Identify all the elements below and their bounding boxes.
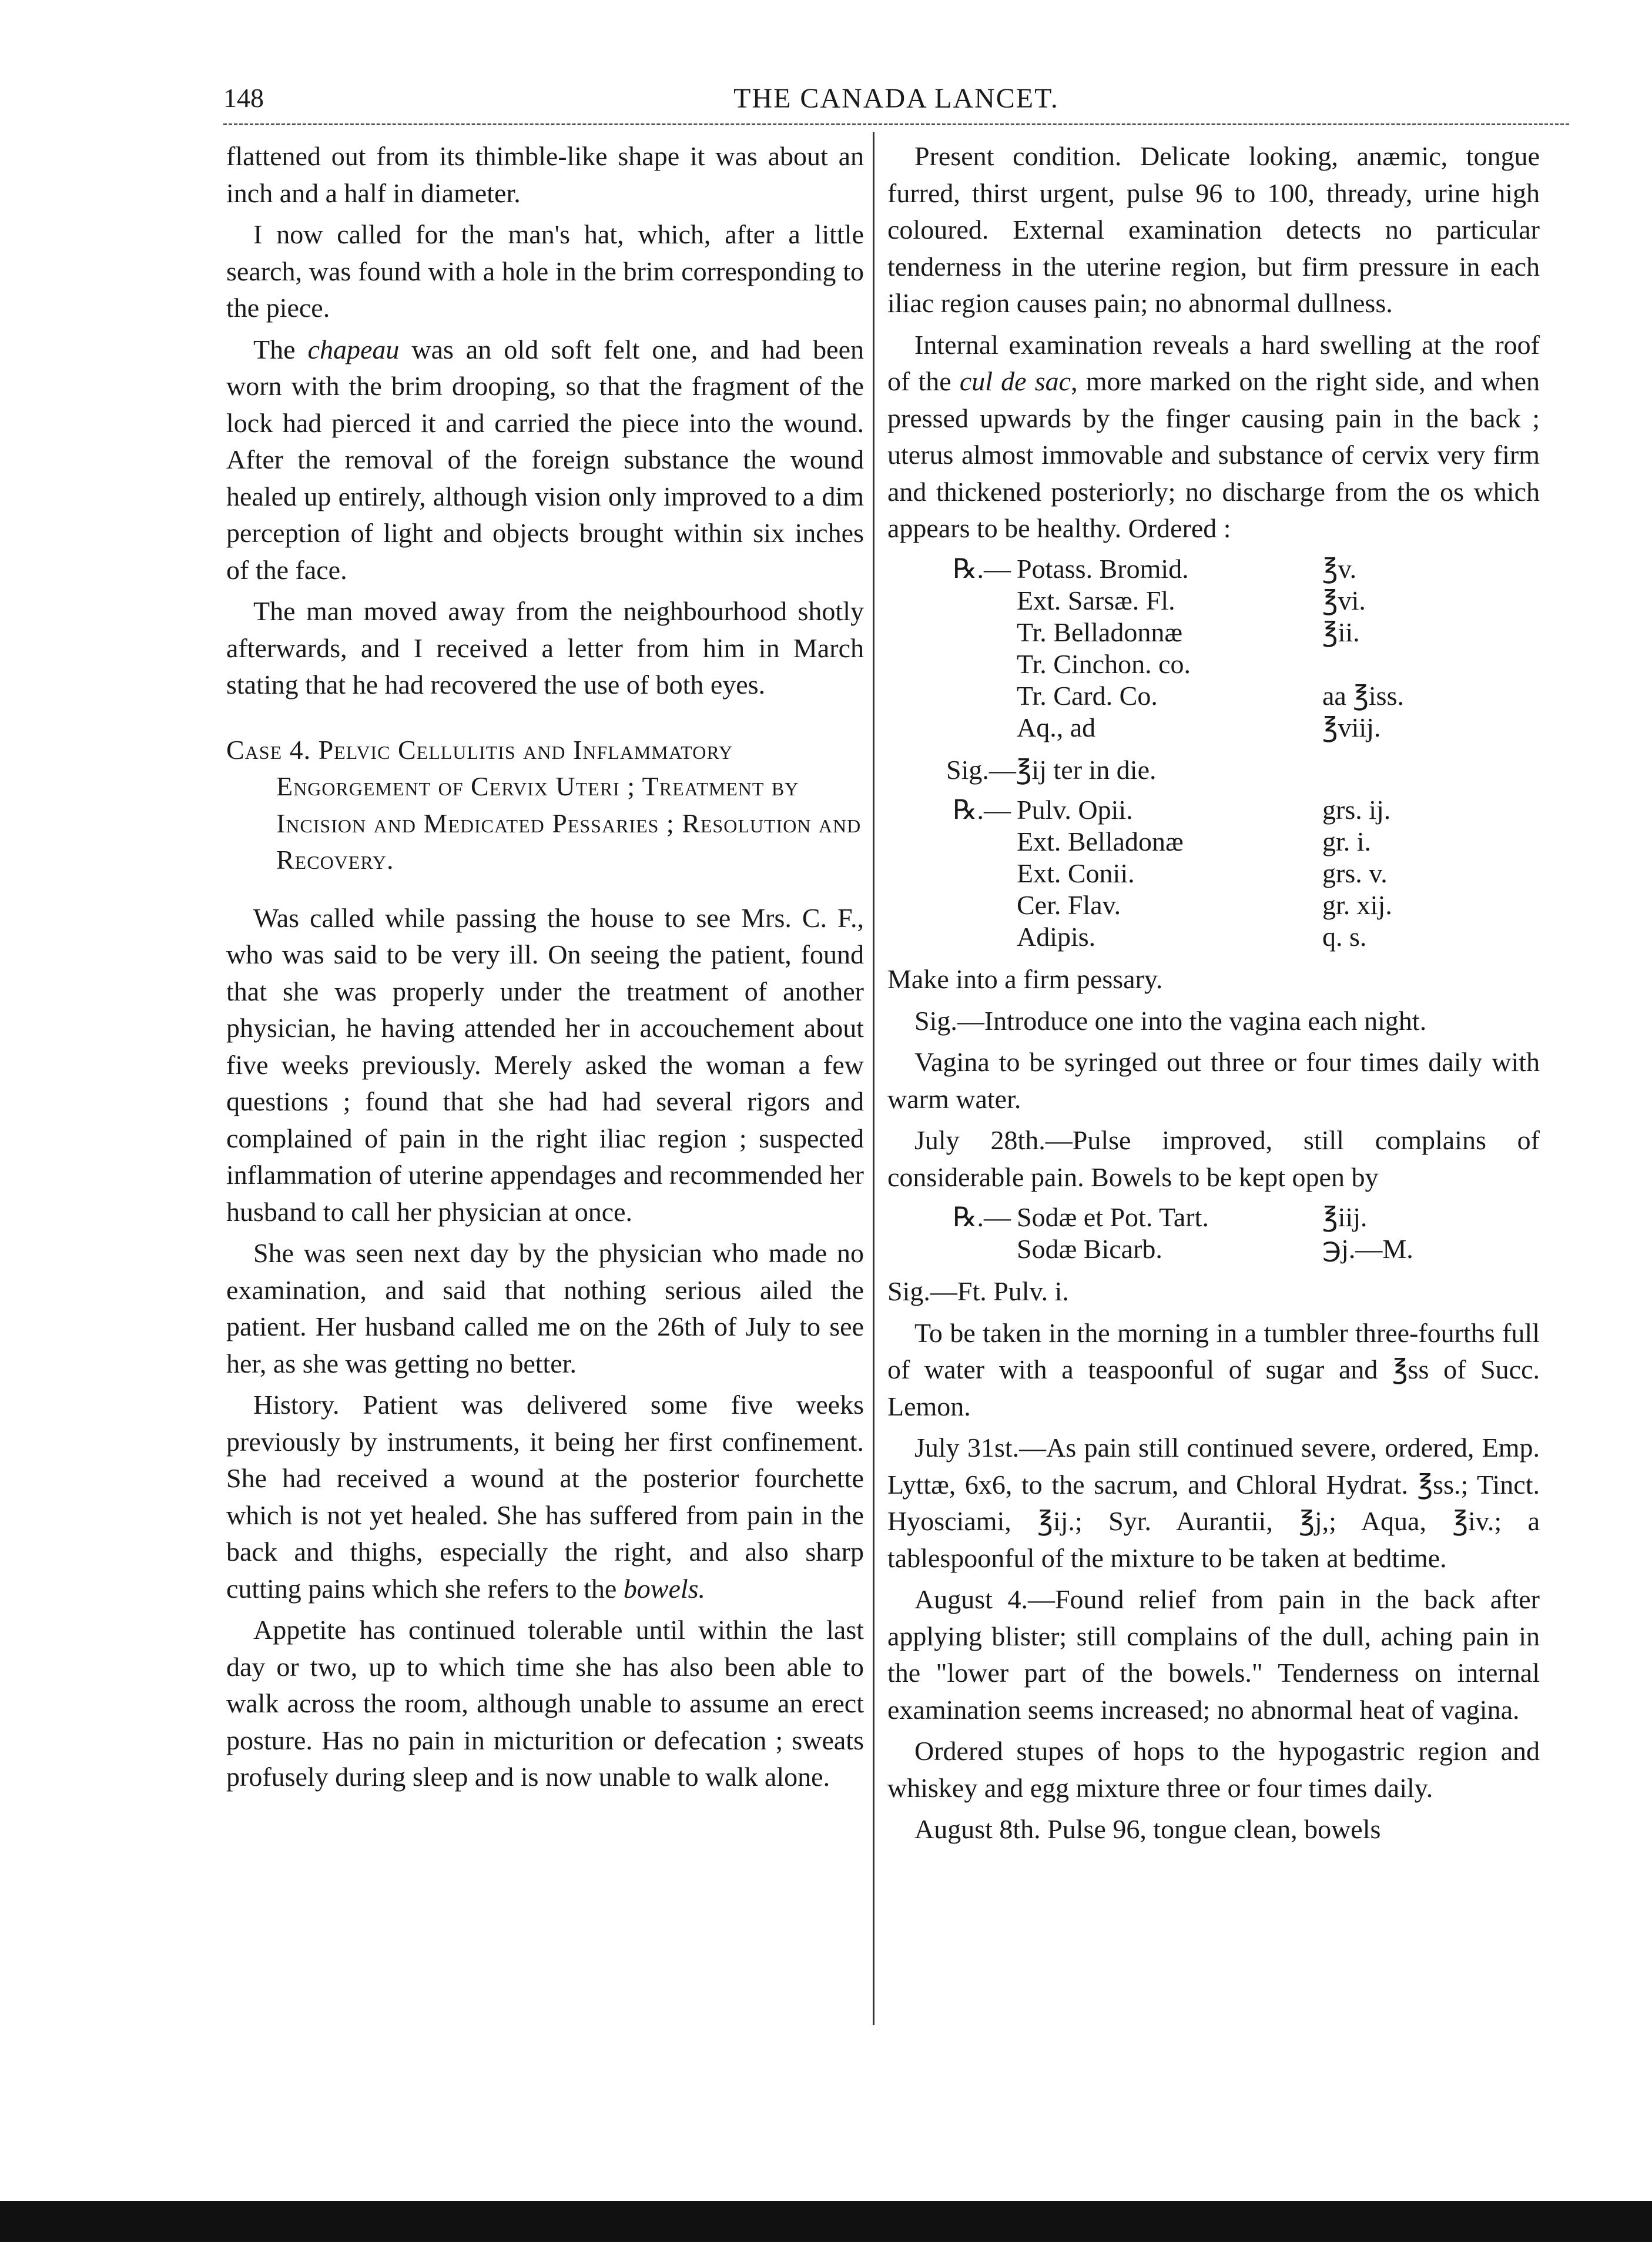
signa: Sig.—℥ij ter in die. bbox=[946, 754, 1157, 785]
text-run: was an old soft felt one, and had been worn with the brim drooping, so that the fragment of the lock had pierced it and carried the piece into the wound. After the removal of the foreign substance the wound healed up entirely, although vision only improved to a dim perception of light and objects brought within six inches of the face. bbox=[226, 334, 864, 585]
text-run: History. Patient was delivered some five weeks previously by instruments, it being her first confinement. She had received a wound at the posterior fourchette which is not yet healed. She has suffered from pain in the back and thighs, especially the right, and also sharp cutting pains which she refers to the bbox=[226, 1390, 864, 1604]
rx-ingredient: Sodæ et Pot. Tart. bbox=[1017, 1202, 1209, 1232]
paragraph: Was called while passing the house to see Mrs. C. F., who was said to be very ill. On seeing the patient, found that she was properly under the treatment of another physician, he having attended her in accouchement about five weeks previously. Merely asked the woman a few questions ; found that she had had several rigors and complained of pain in the right iliac region ; suspected inflammation of uterine appendages and recommended her husband to call her physician at once. bbox=[226, 902, 864, 1227]
paragraph: I now called for the man's hat, which, after a little search, was found with a hole in the brim corresponding to the piece. bbox=[226, 219, 864, 323]
paragraph: Sig.—Introduce one into the vagina each night. bbox=[914, 1005, 1427, 1036]
right-column bbox=[887, 138, 1540, 1853]
paragraph: August 4.—Found relief from pain in the back after applying blister; still complains of the dull, aching pain in the "lower part of the bowels." Tenderness on internal examination seems increased; no abnormal heat of vagina. bbox=[887, 1584, 1540, 1725]
text-run: The bbox=[253, 334, 308, 364]
rx-dose: q. s. bbox=[1322, 922, 1367, 952]
paragraph: Vagina to be syringed out three or four times daily with warm water. bbox=[887, 1047, 1540, 1114]
paragraph: Appetite has continued tolerable until within the last day or two, up to which time she has also been able to walk across the room, although unable to assume an erect posture. Has no pain in micturition or defecation ; sweats profusely during sleep and is now unable to walk alone. bbox=[226, 1615, 864, 1792]
prescription-row bbox=[887, 921, 1540, 953]
rx-ingredient: Sodæ Bicarb. bbox=[1017, 1234, 1162, 1264]
rx-ingredient: Pulv. Opii. bbox=[1017, 795, 1133, 825]
paragraph: She was seen next day by the physician who made no examination, and said that nothing serious ailed the patient. Her husband called me on the 26th of July to see her, as she was getting no better. bbox=[226, 1238, 864, 1378]
italic-text: cul de sac bbox=[959, 366, 1071, 396]
paragraph: Ordered stupes of hops to the hypogastric region and whiskey and egg mixture three or four times daily. bbox=[887, 1736, 1540, 1803]
rx-symbol bbox=[887, 680, 1017, 712]
prescription-row bbox=[887, 889, 1540, 921]
rx-symbol bbox=[887, 1233, 1017, 1265]
scan-edge-band bbox=[0, 2201, 1652, 2242]
rx-ingredient: Cer. Flav. bbox=[1017, 890, 1121, 920]
prescription-row bbox=[887, 1202, 1540, 1233]
rx-dose: ℥viij. bbox=[1322, 712, 1381, 742]
prescription-row bbox=[887, 585, 1540, 617]
rx-ingredient: Ext. Belladonæ bbox=[1017, 826, 1184, 856]
prescription-row bbox=[887, 712, 1540, 744]
paragraph bbox=[226, 332, 864, 589]
rx-symbol bbox=[887, 889, 1017, 921]
prescription-row bbox=[887, 553, 1540, 585]
paragraph: To be taken in the morning in a tumbler three-fourths full of water with a teaspoonful of sugar and ℥ss of Succ. Lemon. bbox=[887, 1317, 1540, 1421]
rx-dose: gr. xij. bbox=[1322, 890, 1392, 920]
rx-symbol bbox=[887, 585, 1017, 617]
italic-text: bowels. bbox=[623, 1573, 706, 1604]
prescription-row bbox=[887, 648, 1540, 680]
page-number: 148 bbox=[223, 83, 264, 113]
rx-dose bbox=[1322, 648, 1499, 680]
case-heading: Case 4. Pelvic Cellulitis and Inflammatory Engorgement of Cervix Uteri ; Treatment by Incision and Medicated Pessaries ; Resolution and Recovery. bbox=[226, 734, 862, 875]
rx-dose: ℥vi. bbox=[1322, 585, 1366, 615]
prescription-row bbox=[887, 858, 1540, 889]
prescription-row bbox=[887, 1233, 1540, 1265]
rx-ingredient: Ext. Sarsæ. Fl. bbox=[1017, 585, 1175, 615]
rx-dose: ℥ii. bbox=[1322, 617, 1360, 647]
prescription-row bbox=[887, 794, 1540, 826]
paragraph: July 28th.—Pulse improved, still complains of considerable pain. Bowels to be kept open by bbox=[887, 1125, 1540, 1192]
paragraph: July 31st.—As pain still continued severe, ordered, Emp. Lyttæ, 6x6, to the sacrum, and Chloral Hydrat. ℥ss.; Tinct. Hyosciami, ℥ij.; Syr. Aurantii, ℥j,; Aqua, ℥iv.; a tablespoonful of the mixture to be taken at bedtime. bbox=[887, 1433, 1540, 1573]
italic-text: chapeau bbox=[307, 334, 400, 364]
running-title: THE CANADA LANCET. bbox=[733, 83, 1059, 114]
paragraph: Make into a firm pessary. bbox=[887, 964, 1163, 994]
rx-symbol bbox=[887, 826, 1017, 858]
rx-ingredient: Tr. Card. Co. bbox=[1017, 680, 1158, 711]
rx-dose: aa ℥iss. bbox=[1322, 680, 1404, 711]
rx-dose: gr. i. bbox=[1322, 826, 1372, 856]
rx-symbol: ℞.— bbox=[953, 553, 1011, 584]
paragraph: flattened out from its thimble-like shape it was about an inch and a half in diameter. bbox=[226, 141, 864, 208]
text-run: , more marked on the right side, and when pressed upwards by the finger causing pain in the back ; uterus almost immovable and substance of cervix very firm and thickened posteriorly; no discharge from the os which appears to be healthy. Ordered : bbox=[887, 366, 1540, 543]
prescription-row bbox=[887, 617, 1540, 648]
paragraph bbox=[226, 1387, 864, 1607]
paragraph: Present condition. Delicate looking, anæmic, tongue furred, thirst urgent, pulse 96 to 100, thready, urine high coloured. External examination detects no particular tenderness in the uterine region, but firm pressure in each iliac region causes pain; no abnormal dullness. bbox=[887, 141, 1540, 318]
rx-dose: grs. ij. bbox=[1322, 795, 1391, 825]
prescription-row bbox=[887, 826, 1540, 858]
prescription-3 bbox=[887, 1202, 1540, 1265]
rx-ingredient: Ext. Conii. bbox=[1017, 858, 1135, 888]
rx-ingredient: Tr. Cinchon. co. bbox=[1017, 648, 1191, 679]
prescription-2 bbox=[887, 794, 1540, 953]
signa: Sig.—Ft. Pulv. i. bbox=[887, 1276, 1069, 1306]
rx-symbol bbox=[887, 712, 1017, 744]
header-rule bbox=[223, 123, 1569, 125]
paragraph bbox=[887, 327, 1540, 547]
rx-symbol: ℞.— bbox=[953, 795, 1011, 825]
rx-symbol: ℞.— bbox=[953, 1202, 1011, 1232]
rx-symbol bbox=[887, 921, 1017, 953]
paragraph: The man moved away from the neighbourhood shotly afterwards, and I received a letter from him in March stating that he had recovered the use of both eyes. bbox=[226, 596, 864, 700]
rx-symbol bbox=[887, 648, 1017, 680]
rx-symbol bbox=[887, 858, 1017, 889]
column-divider bbox=[873, 132, 874, 2025]
prescription-row bbox=[887, 680, 1540, 712]
text-run: Internal examination reveals a hard swelling at the roof of the bbox=[887, 329, 1540, 396]
rx-symbol bbox=[887, 617, 1017, 648]
rx-dose: ℥v. bbox=[1322, 553, 1357, 584]
rx-ingredient: Tr. Belladonnæ bbox=[1017, 617, 1183, 647]
rx-dose: ℈j.—M. bbox=[1322, 1234, 1413, 1264]
prescription-1 bbox=[887, 553, 1540, 744]
paragraph: August 8th. Pulse 96, tongue clean, bowels bbox=[914, 1814, 1381, 1844]
rx-ingredient: Potass. Bromid. bbox=[1017, 553, 1189, 584]
rx-dose: ℥iij. bbox=[1322, 1202, 1368, 1232]
rx-ingredient: Adipis. bbox=[1017, 922, 1096, 952]
left-column bbox=[226, 138, 864, 1801]
rx-dose: grs. v. bbox=[1322, 858, 1388, 888]
page-header bbox=[223, 82, 1569, 118]
rx-ingredient: Aq., ad bbox=[1017, 712, 1096, 742]
